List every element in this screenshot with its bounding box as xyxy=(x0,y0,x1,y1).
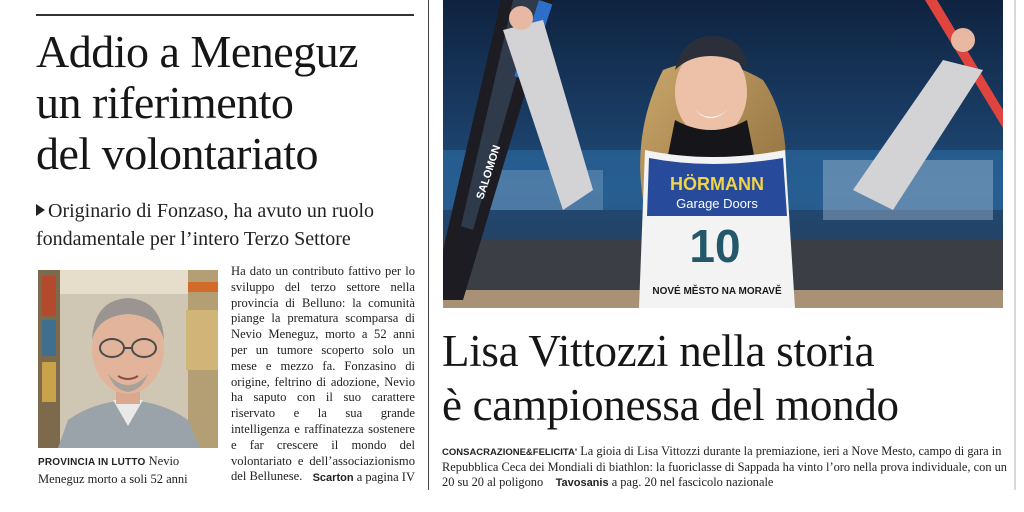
bottom-margin xyxy=(0,490,1024,512)
caption-kicker: PROVINCIA IN LUTTO xyxy=(38,457,146,468)
subhead-line: fondamentale per l’intero Terzo Settore xyxy=(36,228,351,250)
caption-kicker: CONSACRAZIONE&FELICITA' xyxy=(442,447,578,458)
portrait-photo-nevio-meneguz xyxy=(38,270,218,448)
left-headline[interactable] xyxy=(36,26,428,179)
author-name: Scarton xyxy=(312,472,354,484)
left-headline-line: Addio a Meneguz xyxy=(36,26,359,77)
triangle-bullet-icon xyxy=(36,204,45,216)
portrait-photo-illustration xyxy=(38,270,218,448)
subhead-line: Originario di Fonzaso, ha avuto un ruolo xyxy=(48,200,375,222)
column-divider xyxy=(428,0,429,490)
lisa-vittozzi-photo xyxy=(443,0,1003,308)
bib-sponsor-text: HÖRMANN xyxy=(670,174,764,194)
bib-number-text: 10 xyxy=(689,220,741,272)
bib-location-text: NOVÉ MĚSTO NA MORAVĚ xyxy=(652,286,782,297)
bib-sponsor-sub-text: Garage Doors xyxy=(676,196,758,211)
author-name[interactable]: Tavosanis xyxy=(555,477,609,489)
page-edge xyxy=(1014,0,1016,512)
biathlon-photo-illustration xyxy=(443,0,1003,308)
ski-brand-text: SALOMON xyxy=(474,143,504,201)
top-rule xyxy=(36,14,414,16)
left-headline-line: un riferimento xyxy=(36,77,294,128)
page-reference[interactable]: a pag. 20 nel fascicolo nazionale xyxy=(611,475,774,489)
left-headline-line: del volontariato xyxy=(36,128,318,179)
caption-text: La gioia di Lisa Vittozzi durante la premiazione, ieri a Nove Mesto, campo di gara in Repubblica Ceca dei Mondiali di biathlon: la fuoriclasse di Sappada ha vinto l’oro nella prova individuale, con un 20 su 20 al poligono xyxy=(442,444,1008,489)
left-article-body: Ha dato un contributo fattivo per lo sviluppo del terzo settore nella provincia di Belluno: la comunità piange la prematura scomparsa di Nevio Meneguz, morto a 52 anni per un tumore scoperto solo un mese e mezzo fa. Fonzasino di origine, feltrino di adozione, Nevio ha saputo con il suo carattere riservato e la sua grande intelligenza e raffinatezza sostenere e far crescere il mondo del volontariato e dell’associazionismo del Bellunese. xyxy=(231,264,415,484)
page-reference: a pagina IV xyxy=(356,470,415,484)
portrait-caption xyxy=(38,453,220,487)
right-headline-line: è campionessa del mondo xyxy=(442,380,899,430)
right-headline-line: Lisa Vittozzi nella storia xyxy=(442,326,875,376)
right-photo-caption xyxy=(442,444,1008,491)
left-article-reference[interactable] xyxy=(231,470,415,485)
right-headline[interactable] xyxy=(442,324,1012,432)
left-subheadline xyxy=(36,197,426,253)
caption-text: Nevio Meneguz morto a soli 52 anni xyxy=(38,454,188,486)
